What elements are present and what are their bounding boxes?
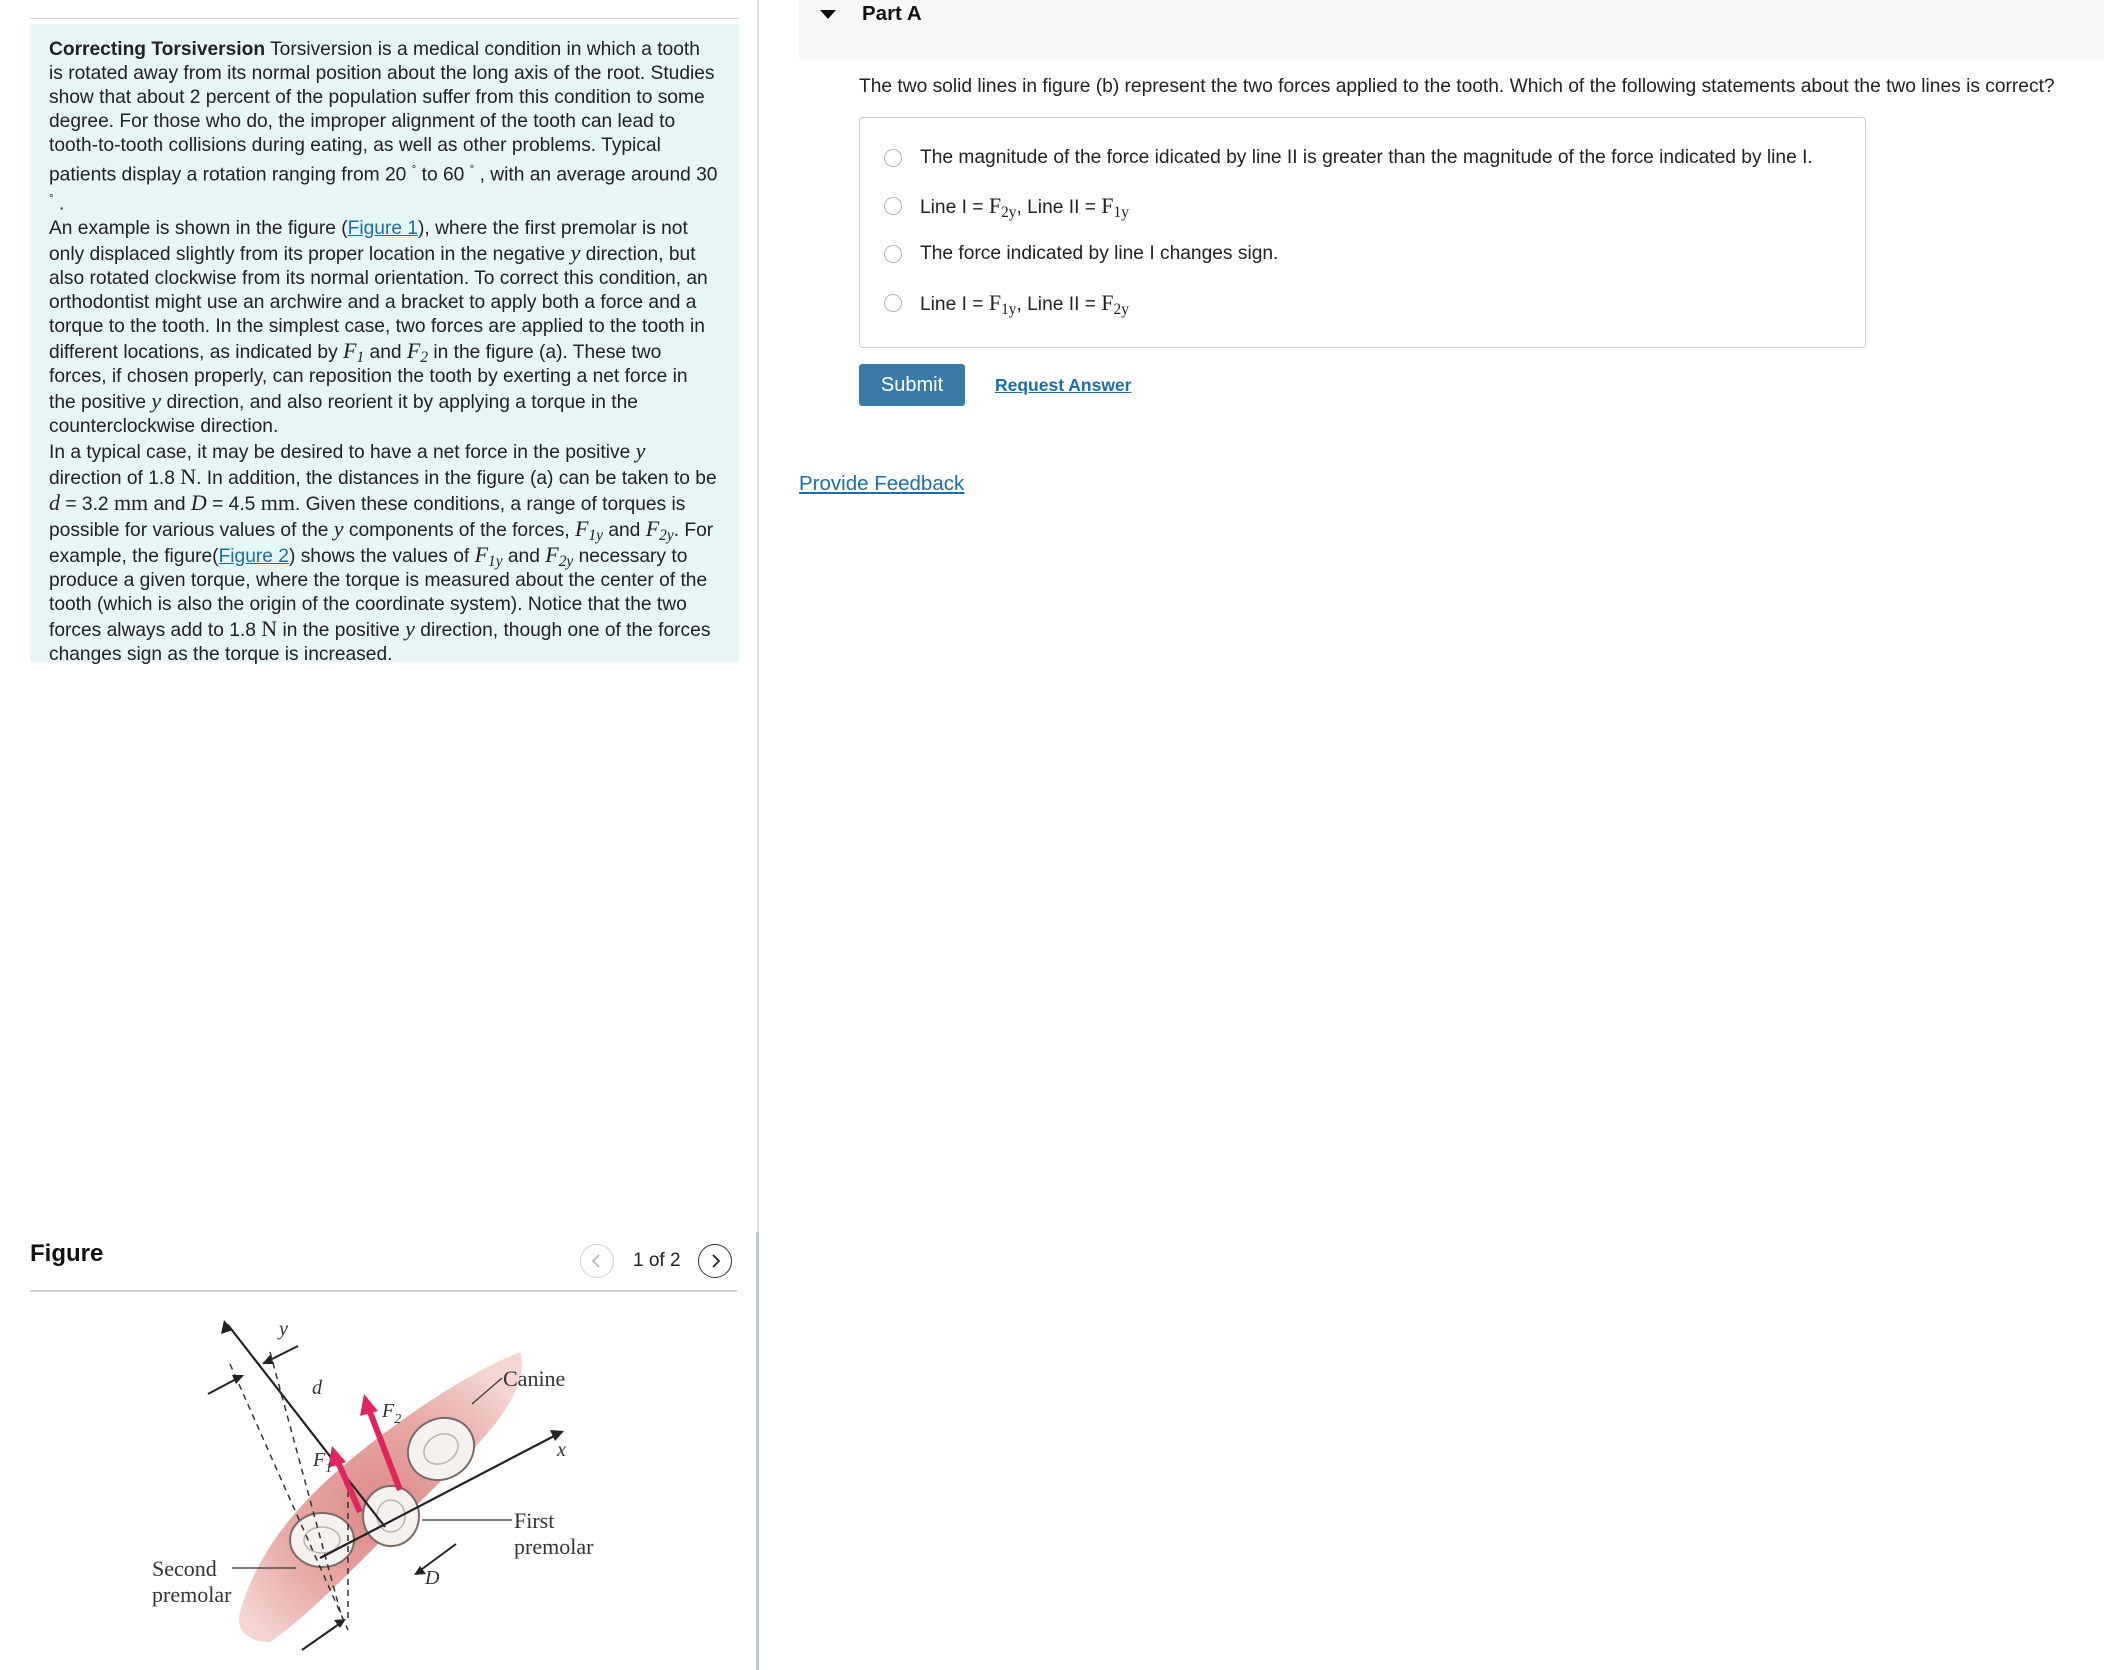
- provide-feedback-link[interactable]: Provide Feedback: [799, 472, 965, 495]
- d-dimension-arrow: [208, 1378, 238, 1394]
- intro-text: , with an average around 30: [479, 164, 718, 186]
- math-N: N: [261, 615, 278, 641]
- math-y: y: [570, 239, 581, 265]
- intro-text: . Given these conditions, a range of torques is possible for various values of the: [49, 493, 686, 541]
- choice-3[interactable]: [884, 239, 1278, 269]
- intro-text: Torsiversion is a medical condition in which a tooth is rotated away from its normal position about the long axis of the root. Studies show that about 2 percent of the population suffer from this condition to some degree. For those who do, the improper alignment of the tooth can lead to tooth-to-tooth collisions during eating, as well as other problems. Typical patients display a rotation ranging from 20: [49, 39, 715, 186]
- first-premolar-tooth: [363, 1486, 419, 1546]
- radio-button[interactable]: [884, 245, 902, 263]
- math-d: d: [49, 489, 60, 515]
- math-F2y: $F_{2y}$: [645, 515, 674, 544]
- choice-label: The magnitude of the force idicated by line II is greater than the magnitude of the force indicated by line I.: [920, 147, 1813, 168]
- degree-symbol: °: [411, 164, 417, 176]
- radio-button[interactable]: [884, 197, 902, 215]
- figure-divider: [30, 1290, 737, 1292]
- intro-text: ) shows the values of: [288, 545, 470, 567]
- figure-prev-button[interactable]: [580, 1244, 614, 1278]
- math-D: D: [190, 489, 207, 515]
- choice-4[interactable]: [884, 288, 1129, 318]
- math-F1y: $F_{1y}$: [474, 541, 503, 570]
- figure-next-button[interactable]: [698, 1244, 732, 1278]
- x-axis-label: x: [557, 1439, 566, 1461]
- intro-text: and: [507, 545, 540, 567]
- choice-label: The force indicated by line I changes sign.: [920, 243, 1279, 264]
- degree-symbol: °: [469, 164, 475, 176]
- intro-paragraph-3: [49, 439, 719, 667]
- intro-text: . For example, the figure(: [49, 519, 714, 567]
- choice-label: Line $I = F_{2y}$, Line II = $F_{1y}$: [920, 193, 1129, 221]
- math-F1y: $F_{1y}$: [575, 515, 603, 544]
- top-divider: [30, 18, 739, 19]
- choice-2[interactable]: [884, 191, 1129, 221]
- chevron-right-icon: [708, 1253, 722, 1269]
- intro-text: . In addition, the distances in the figure (a) can be taken to be: [196, 467, 717, 489]
- math-F2: $F_2$: [406, 337, 429, 366]
- intro-paragraph-1: [49, 38, 719, 217]
- unit-mm: mm: [260, 489, 295, 515]
- second-premolar-tooth: [290, 1513, 354, 1567]
- equals-sign: =: [212, 493, 224, 515]
- intro-text: direction, though one of the forces changes sign as the torque is increased.: [49, 619, 711, 665]
- intro-text: necessary to produce a given torque, where the torque is measured about the center of the tooth (which is also the origin of the coordinate system). Notice that the two forces always add to 1.8: [49, 545, 708, 641]
- figure-counter: 1 of 2: [633, 1250, 681, 1271]
- intro-heading: Correcting Torsiversion: [49, 39, 266, 60]
- math-N: N: [180, 463, 197, 489]
- intro-text: direction of 1.8: [49, 467, 175, 489]
- figure-1-link[interactable]: Figure 1: [347, 217, 419, 239]
- unit-mm: mm: [113, 489, 149, 515]
- intro-text: direction, but also rotated clockwise from its normal orientation. To correct this condition, an orthodontist might use an archwire and a bracket to apply both a force and a torque to the tooth. In the simplest case, two forces are applied to the tooth in different locations, as indicated by: [49, 243, 708, 363]
- d-dimension-arrow: [268, 1346, 298, 1361]
- radio-button[interactable]: [884, 294, 902, 312]
- second-premolar-label: premolar: [152, 1582, 232, 1607]
- d-value: 3.2: [81, 493, 109, 515]
- figure-title: Figure: [30, 1240, 104, 1267]
- math-y: y: [151, 387, 162, 413]
- degree-symbol: °: [49, 193, 54, 206]
- math-y: y: [405, 615, 415, 641]
- part-header[interactable]: [799, 0, 2104, 60]
- tooth-diagram: [120, 1312, 640, 1670]
- request-answer-link[interactable]: Request Answer: [995, 375, 1132, 395]
- math-y: y: [333, 515, 344, 541]
- intro-text: in the figure (a). These two forces, if chosen properly, can reposition the tooth by exerting a net force in the positive: [49, 341, 688, 413]
- intro-text: .: [58, 193, 65, 215]
- intro-text: An example is shown in the figure (: [49, 217, 348, 239]
- intro-text: components of the forces,: [348, 519, 570, 541]
- radio-button[interactable]: [884, 149, 902, 167]
- answer-choices: [859, 117, 1866, 348]
- scrollbar[interactable]: [756, 1232, 759, 1670]
- choice-label: Line $I = F_{1y}$, Line II = $F_{2y}$: [920, 290, 1129, 318]
- intro-text: ), where the first premolar is not only displaced slightly from its proper location in the negative: [49, 217, 688, 265]
- canine-label: Canine: [503, 1366, 566, 1391]
- y-axis-line: [228, 1325, 385, 1527]
- intro-text: and: [153, 493, 186, 515]
- first-premolar-label: premolar: [514, 1534, 594, 1559]
- intro-text: and: [369, 341, 402, 363]
- intro-paragraph-2: [49, 217, 719, 439]
- figure-header: [30, 1238, 737, 1290]
- force-f2-arrowhead: [360, 1394, 378, 1416]
- caret-down-icon[interactable]: [820, 9, 836, 21]
- choice-1[interactable]: [884, 143, 1813, 173]
- d-label: d: [312, 1377, 322, 1399]
- D-label: D: [425, 1567, 440, 1589]
- math-F2y: $F_{2y}$: [545, 541, 574, 570]
- submit-button[interactable]: Submit: [859, 364, 965, 406]
- y-axis-arrowhead: [221, 1320, 233, 1334]
- problem-intro: [30, 24, 739, 665]
- second-premolar-label: Second: [152, 1556, 217, 1581]
- equals-sign: =: [65, 493, 77, 515]
- figure-2-link[interactable]: Figure 2: [218, 545, 289, 567]
- first-premolar-label: First: [514, 1508, 555, 1533]
- math-y: y: [635, 437, 646, 463]
- question-text: The two solid lines in figure (b) represent the two forces applied to the tooth. Which of the following statements about the two lines is correct?: [859, 76, 2055, 97]
- left-panel: [0, 0, 758, 1670]
- part-title: Part A: [862, 2, 922, 25]
- F2-label: $F_2$: [382, 1400, 402, 1427]
- intro-text: In a typical case, it may be desired to have a net force in the positive: [49, 441, 631, 463]
- F1-label: $F_1$: [313, 1449, 333, 1476]
- chevron-left-icon: [590, 1253, 604, 1269]
- intro-text: and: [608, 519, 641, 541]
- intro-text: in the positive: [282, 619, 400, 641]
- D-value: 4.5: [228, 493, 256, 515]
- y-axis-label: y: [279, 1318, 288, 1340]
- intro-text: to 60: [421, 164, 465, 186]
- d-dimension-arrow: [302, 1622, 342, 1650]
- math-F1: $F_1$: [343, 337, 365, 366]
- intro-text: direction, and also reorient it by applying a torque in the counterclockwise direction.: [49, 391, 638, 437]
